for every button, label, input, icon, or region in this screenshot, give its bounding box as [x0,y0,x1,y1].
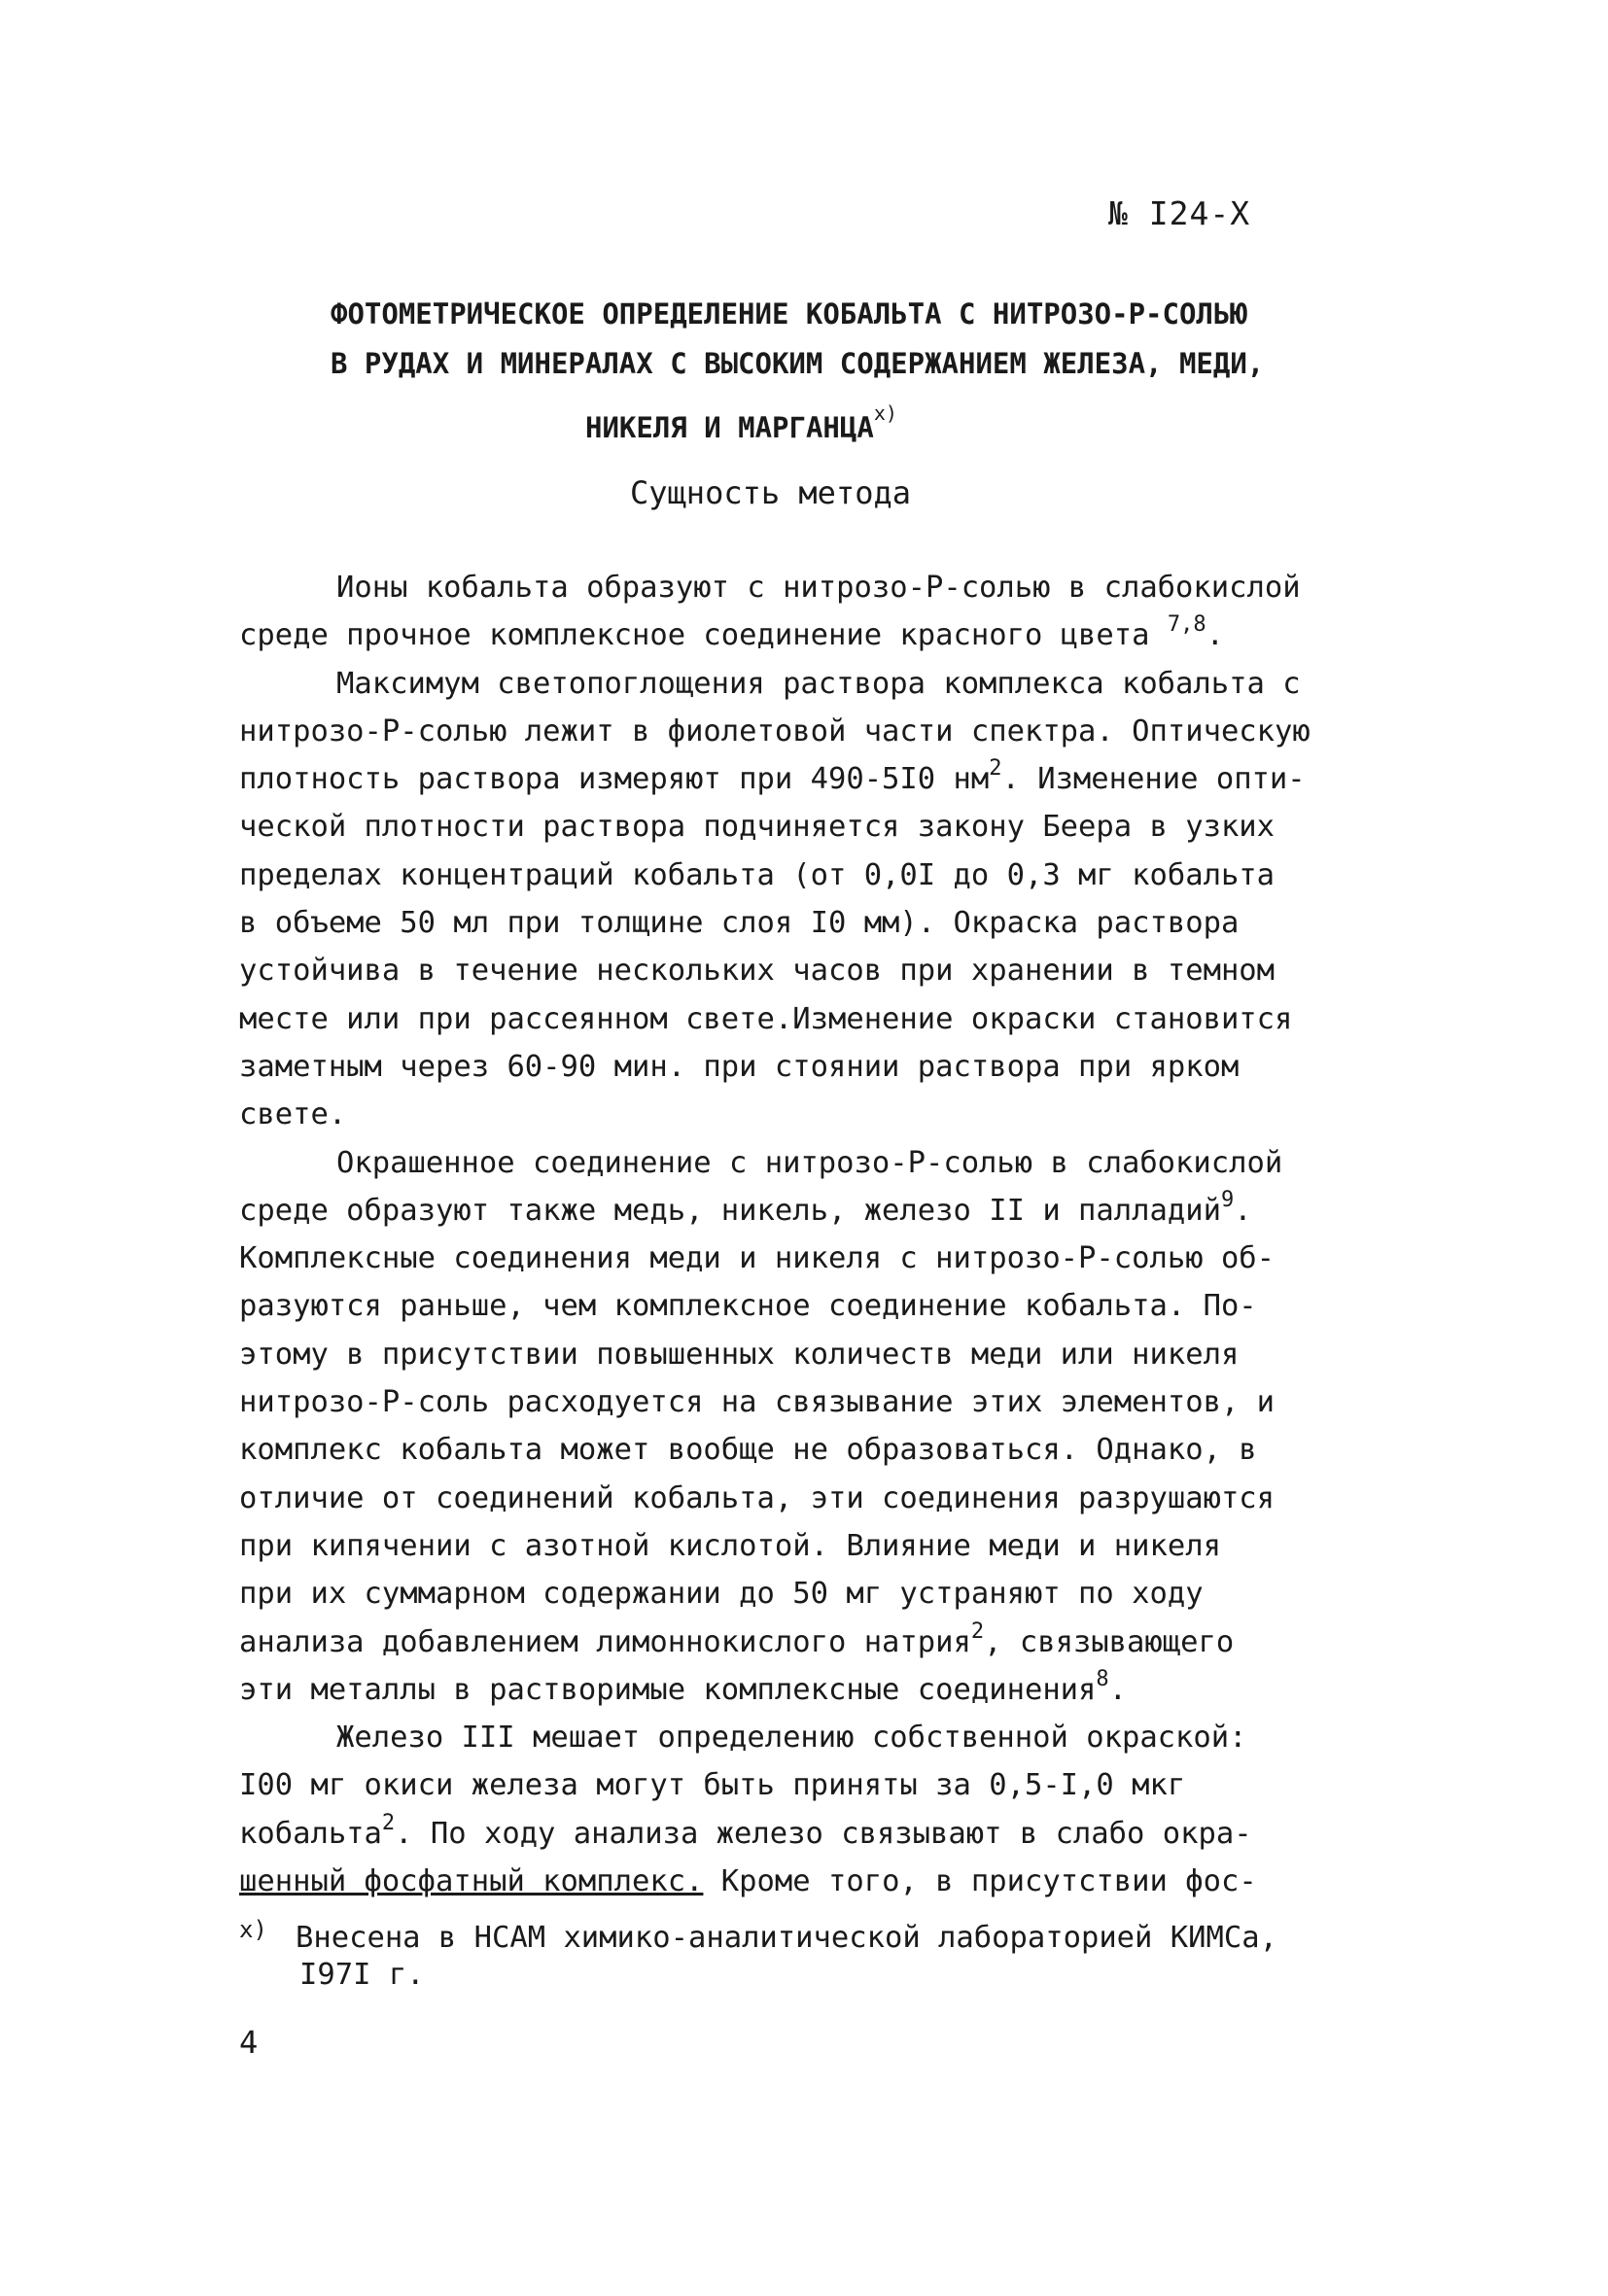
text-line: Комплексные соединения меди и никеля с нитрозо-Р-солью об- [239,1241,1276,1276]
text-line [239,755,1425,803]
text-line: в объеме 50 мл при толщине слоя I0 мм). Окраска раствора [239,906,1240,941]
text-line [239,1858,1425,1905]
text-line: I00 мг окиси железа могут быть приняты за 0,5-I,0 мкг [239,1768,1186,1803]
title-line-1: ФОТОМЕТРИЧЕСКОЕ ОПРЕДЕЛЕНИЕ КОБАЛЬТА С НИТРОЗО-Р-СОЛЬЮ [331,297,1247,330]
title-line-2: В РУДАХ И МИНЕРАЛАХ С ВЫСОКИМ СОДЕРЖАНИЕМ ЖЕЛЕЗА, МЕДИ, [331,347,1265,380]
text-line: свете. [239,1097,347,1132]
text-line: отличие от соединений кобальта, эти соединения разрушаются [239,1480,1276,1515]
text-line: нитрозо-Р-соль расходуется на связывание этих элементов, и [239,1385,1276,1420]
text-segment: среде прочное комплексное соединение красного цвета [239,618,1150,653]
footnote-line-1: Внесена в НСАМ химико-аналитической лабораторией КИМСа, [296,1921,1277,1955]
footnote-mark: x) [239,1916,267,1943]
title-footnote-mark: x) [873,401,897,425]
text-line [239,1810,1425,1858]
reference-superscript: 9 [1220,1187,1235,1212]
text-line: ческой плотности раствора подчиняется закону Беера в узких [239,810,1276,845]
text-segment: плотность раствора измеряют при 490-5I0 нм [239,762,990,797]
text-segment: эти металлы в растворимые комплексные соединения [239,1672,1097,1707]
text-line: устойчива в течение нескольких часов при хранении в темном [239,954,1276,989]
text-line: этому в присутствии повышенных количеств меди или никеля [239,1337,1240,1372]
text-line [239,1618,1425,1666]
page-number: 4 [239,2024,259,2061]
reference-superscript: 2 [989,756,1002,782]
text-line: пределах концентраций кобальта (от 0,0I до 0,3 мг кобальта [239,857,1276,892]
reference-superscript: 2 [381,1810,396,1835]
text-line: заметным через 60-90 мин. при стоянии раствора при ярком [239,1049,1240,1084]
text-segment: Кроме того, в присутствии фос- [703,1864,1257,1899]
text-line [239,1187,1425,1235]
text-line [239,611,1425,659]
underlined-text: шенный фосфатный комплекс. [239,1864,704,1899]
text-segment: среде образуют также медь, никель, железо II и палладий [239,1193,1221,1228]
text-line: Железо III мешает определению собственной окраской: [336,1721,1247,1756]
title-line-3 [331,389,1419,453]
text-line: комплекс кобальта может вообще не образоваться. Однако, в [239,1433,1257,1468]
body-text [239,564,1425,1905]
text-line: разуются раньше, чем комплексное соединение кобальта. По- [239,1289,1257,1324]
text-line: Окрашенное соединение с нитрозо-Р-солью в слабокислой [336,1145,1283,1180]
text-line: нитрозо-Р-солью лежит в фиолетовой части спектра. Оптическую [239,713,1311,748]
title-line-3-text: НИКЕЛЯ И МАРГАНЦА [585,411,874,444]
text-segment: кобальта [239,1816,382,1851]
reference-superscript: 2 [970,1618,985,1644]
text-line: Ионы кобальта образуют с нитрозо-Р-солью в слабокислой [336,571,1301,605]
footnote-line-2: I97I г. [299,1958,425,1992]
document-title [331,290,1419,453]
text-segment: . [1206,618,1224,653]
text-segment: анализа добавлением лимоннокислого натрия [239,1624,971,1659]
text-segment: . [1108,1672,1128,1707]
footnote [239,1911,1425,1994]
text-line: месте или при рассеянном свете.Изменение окраски становится [239,1001,1293,1036]
document-number: № I24-X [1108,194,1251,232]
reference-superscript: 7,8 [1167,612,1206,638]
reference-superscript: 8 [1096,1666,1109,1691]
text-segment: . [1234,1193,1252,1228]
text-line [239,1666,1425,1714]
text-line: при их суммарном содержании до 50 мг устраняют по ходу [239,1577,1204,1612]
text-segment: , связывающего [984,1624,1235,1659]
text-segment: . Изменение опти- [1001,762,1306,797]
text-segment: . По ходу анализа железо связывают в слабо окра- [395,1816,1252,1851]
text-line: Максимум светопоглощения раствора комплекса кобальта с [336,666,1301,701]
section-heading: Сущность метода [630,474,911,511]
text-line: при кипячении с азотной кислотой. Влияние меди и никеля [239,1528,1221,1563]
